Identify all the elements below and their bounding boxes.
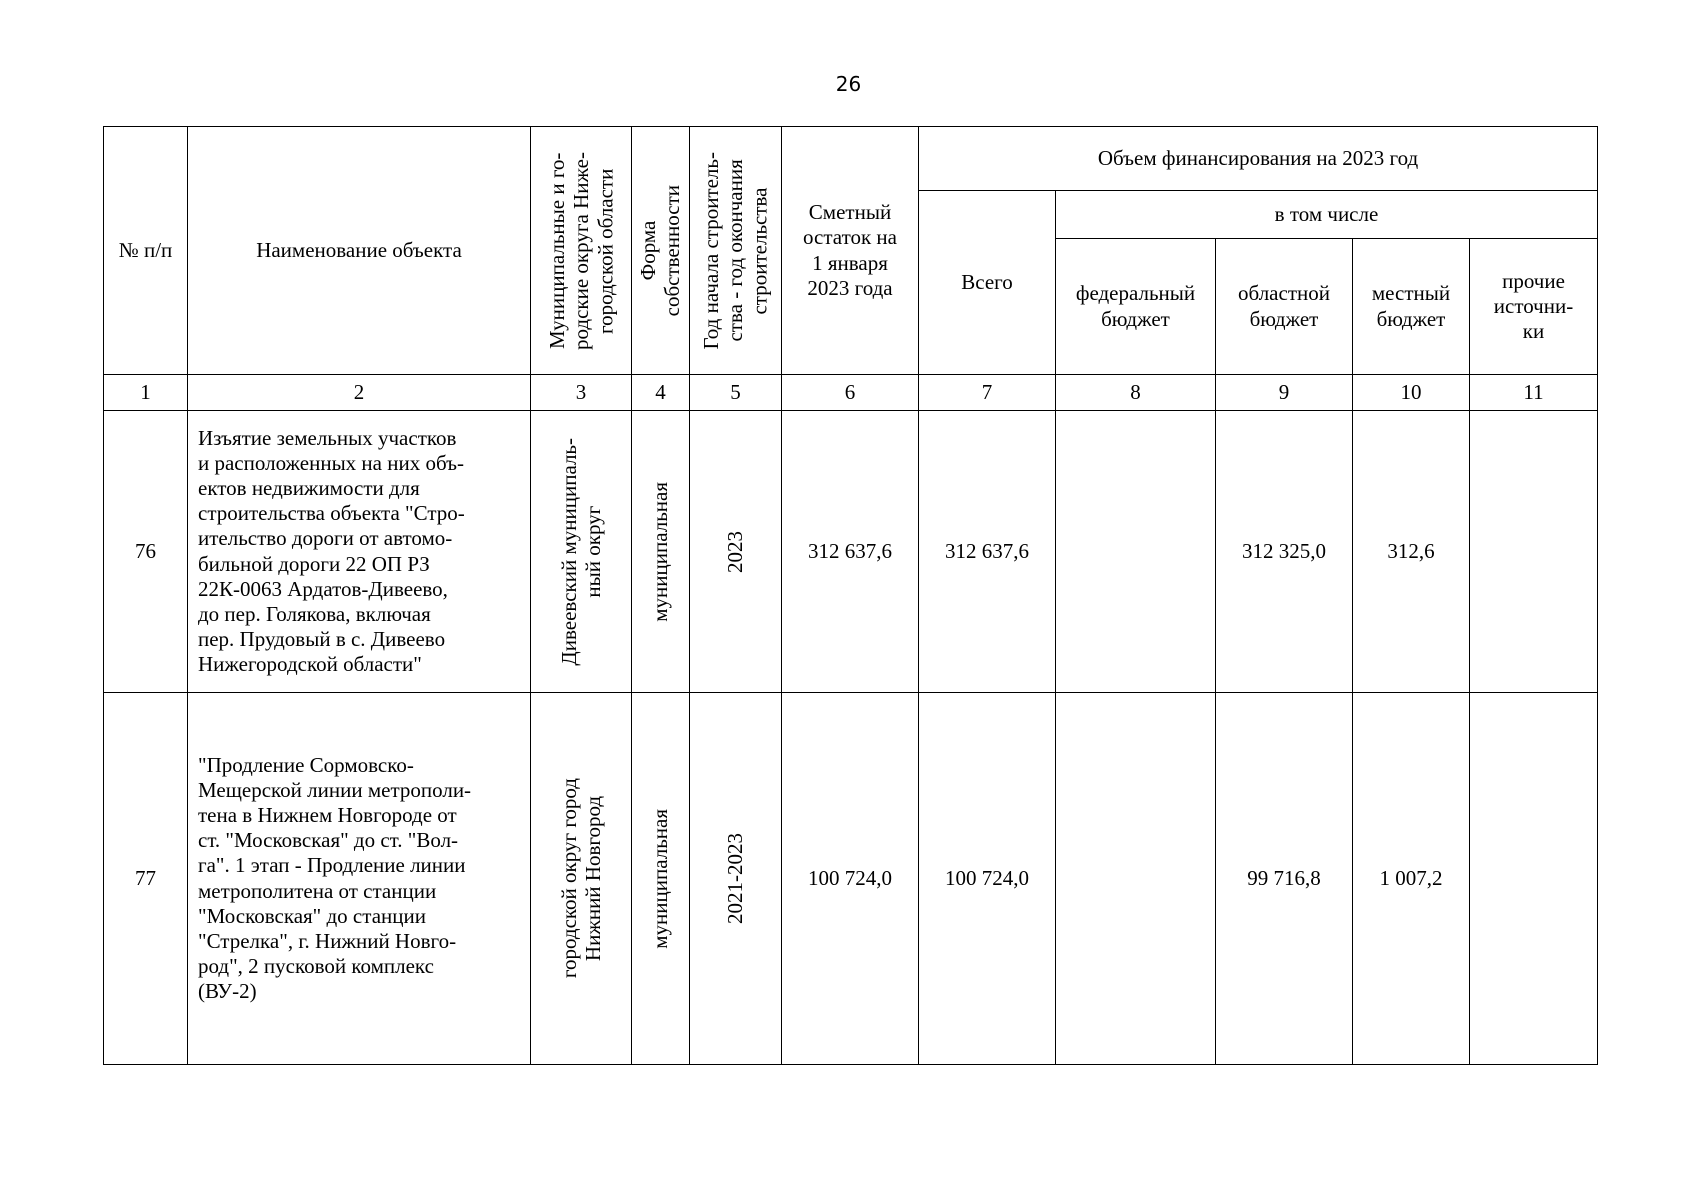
header-line: родские округа Ниже- xyxy=(568,151,593,350)
object-name-line: "Стрелка", г. Нижний Новго- xyxy=(198,928,457,953)
other-sources xyxy=(1470,693,1598,1065)
ownership xyxy=(632,693,690,1065)
regional-budget: 312 325,0 xyxy=(1216,411,1353,693)
column-number: 11 xyxy=(1470,375,1598,411)
header-estimated-remainder xyxy=(782,127,919,375)
object-name-line: метрополитена от станции xyxy=(198,878,437,903)
object-name-line: "Продление Сормовско- xyxy=(198,752,414,777)
row-number: 77 xyxy=(104,693,188,1065)
header-line: бюджет xyxy=(1249,306,1319,331)
header-line: ства - год окончания xyxy=(723,159,748,342)
regional-budget: 99 716,8 xyxy=(1216,693,1353,1065)
table-row xyxy=(104,693,1598,1065)
header-line: строительства xyxy=(747,186,772,314)
years-text: 2021-2023 xyxy=(723,833,748,924)
column-number: 4 xyxy=(632,375,690,411)
header-line: бюджет xyxy=(1376,306,1446,331)
header-line: Муниципальные и го- xyxy=(544,152,569,349)
object-name-line: ительство дороги от автомо- xyxy=(198,526,453,551)
header-total: Всего xyxy=(919,191,1056,375)
header-line: 2023 года xyxy=(807,275,893,300)
header-line: городской области xyxy=(593,167,618,334)
header-line: бюджет xyxy=(1101,306,1170,331)
object-name-line: строительства объекта "Стро- xyxy=(198,501,465,526)
header-line: источни- xyxy=(1493,293,1574,318)
federal-budget xyxy=(1056,693,1216,1065)
ownership-text: муниципальная xyxy=(648,808,673,949)
column-number: 6 xyxy=(782,375,919,411)
column-number: 1 xyxy=(104,375,188,411)
object-name-line: бильной дороги 22 ОП РЗ xyxy=(198,551,430,576)
header-line: Форма xyxy=(636,220,661,281)
local-budget: 312,6 xyxy=(1353,411,1470,693)
district-line: ный округ xyxy=(581,505,605,598)
header-line: ки xyxy=(1522,319,1545,344)
object-name-line: (ВУ-2) xyxy=(198,979,257,1004)
header-line: местный xyxy=(1371,281,1451,306)
ownership xyxy=(632,411,690,693)
object-name-line: га". 1 этап - Продление линии xyxy=(198,853,466,878)
header-regional-budget xyxy=(1216,239,1353,375)
object-name-line: род", 2 пусковой комплекс xyxy=(198,954,434,979)
header-line: прочие xyxy=(1502,268,1565,293)
header-federal-budget xyxy=(1056,239,1216,375)
header-other-sources xyxy=(1470,239,1598,375)
local-budget: 1 007,2 xyxy=(1353,693,1470,1065)
header-years xyxy=(690,127,782,375)
header-ownership xyxy=(632,127,690,375)
federal-budget xyxy=(1056,411,1216,693)
object-name-line: Нижегородской области" xyxy=(198,652,422,677)
column-number: 8 xyxy=(1056,375,1216,411)
header-line: федеральный xyxy=(1075,281,1196,306)
object-name xyxy=(188,693,531,1065)
header-line: 1 января xyxy=(812,250,888,275)
table-row xyxy=(104,411,1598,693)
header-line: областной xyxy=(1238,281,1330,306)
estimated-remainder: 312 637,6 xyxy=(782,411,919,693)
object-name-line: ектов недвижимости для xyxy=(198,475,420,500)
district xyxy=(531,411,632,693)
column-number: 7 xyxy=(919,375,1056,411)
other-sources xyxy=(1470,411,1598,693)
financing-table xyxy=(103,126,1598,1065)
district-line: городской округ город xyxy=(556,778,581,979)
column-number: 9 xyxy=(1216,375,1353,411)
header-line: остаток на xyxy=(803,225,897,250)
column-number: 5 xyxy=(690,375,782,411)
header-local-budget xyxy=(1353,239,1470,375)
header-line: Год начала строитель- xyxy=(699,151,724,350)
column-numbers-row xyxy=(104,375,1598,411)
object-name-line: 22К-0063 Ардатов-Дивеево, xyxy=(198,576,448,601)
total-financing: 312 637,6 xyxy=(919,411,1056,693)
object-name-line: и расположенных на них объ- xyxy=(198,450,464,475)
header-object-name: Наименование объекта xyxy=(188,127,531,375)
column-number: 3 xyxy=(531,375,632,411)
header-number: № п/п xyxy=(104,127,188,375)
object-name-line: до пер. Голякова, включая xyxy=(198,601,431,626)
header-line: собственности xyxy=(660,184,685,317)
column-number: 10 xyxy=(1353,375,1470,411)
object-name xyxy=(188,411,531,693)
district-line: Дивеевский муниципаль- xyxy=(556,437,581,666)
header-line: Сметный xyxy=(808,200,892,225)
page-number: 26 xyxy=(835,72,862,96)
object-name-line: тена в Нижнем Новгороде от xyxy=(198,802,457,827)
ownership-text: муниципальная xyxy=(648,481,673,622)
total-financing: 100 724,0 xyxy=(919,693,1056,1065)
column-number: 2 xyxy=(188,375,531,411)
estimated-remainder: 100 724,0 xyxy=(782,693,919,1065)
district-line: Нижний Новгород xyxy=(581,795,605,962)
object-name-line: ст. "Московская" до ст. "Вол- xyxy=(198,828,459,853)
row-number: 76 xyxy=(104,411,188,693)
object-name-line: "Московская" до станции xyxy=(198,903,426,928)
years xyxy=(690,411,782,693)
district xyxy=(531,693,632,1065)
years-text: 2023 xyxy=(723,530,748,573)
header-districts xyxy=(531,127,632,375)
header-including: в том числе xyxy=(1056,191,1598,239)
object-name-line: Мещерской линии метрополи- xyxy=(198,777,472,802)
header-financing-group: Объем финансирования на 2023 год xyxy=(919,127,1598,191)
object-name-line: пер. Прудовый в с. Дивеево xyxy=(198,627,446,652)
object-name-line: Изъятие земельных участков xyxy=(198,425,457,450)
years xyxy=(690,693,782,1065)
